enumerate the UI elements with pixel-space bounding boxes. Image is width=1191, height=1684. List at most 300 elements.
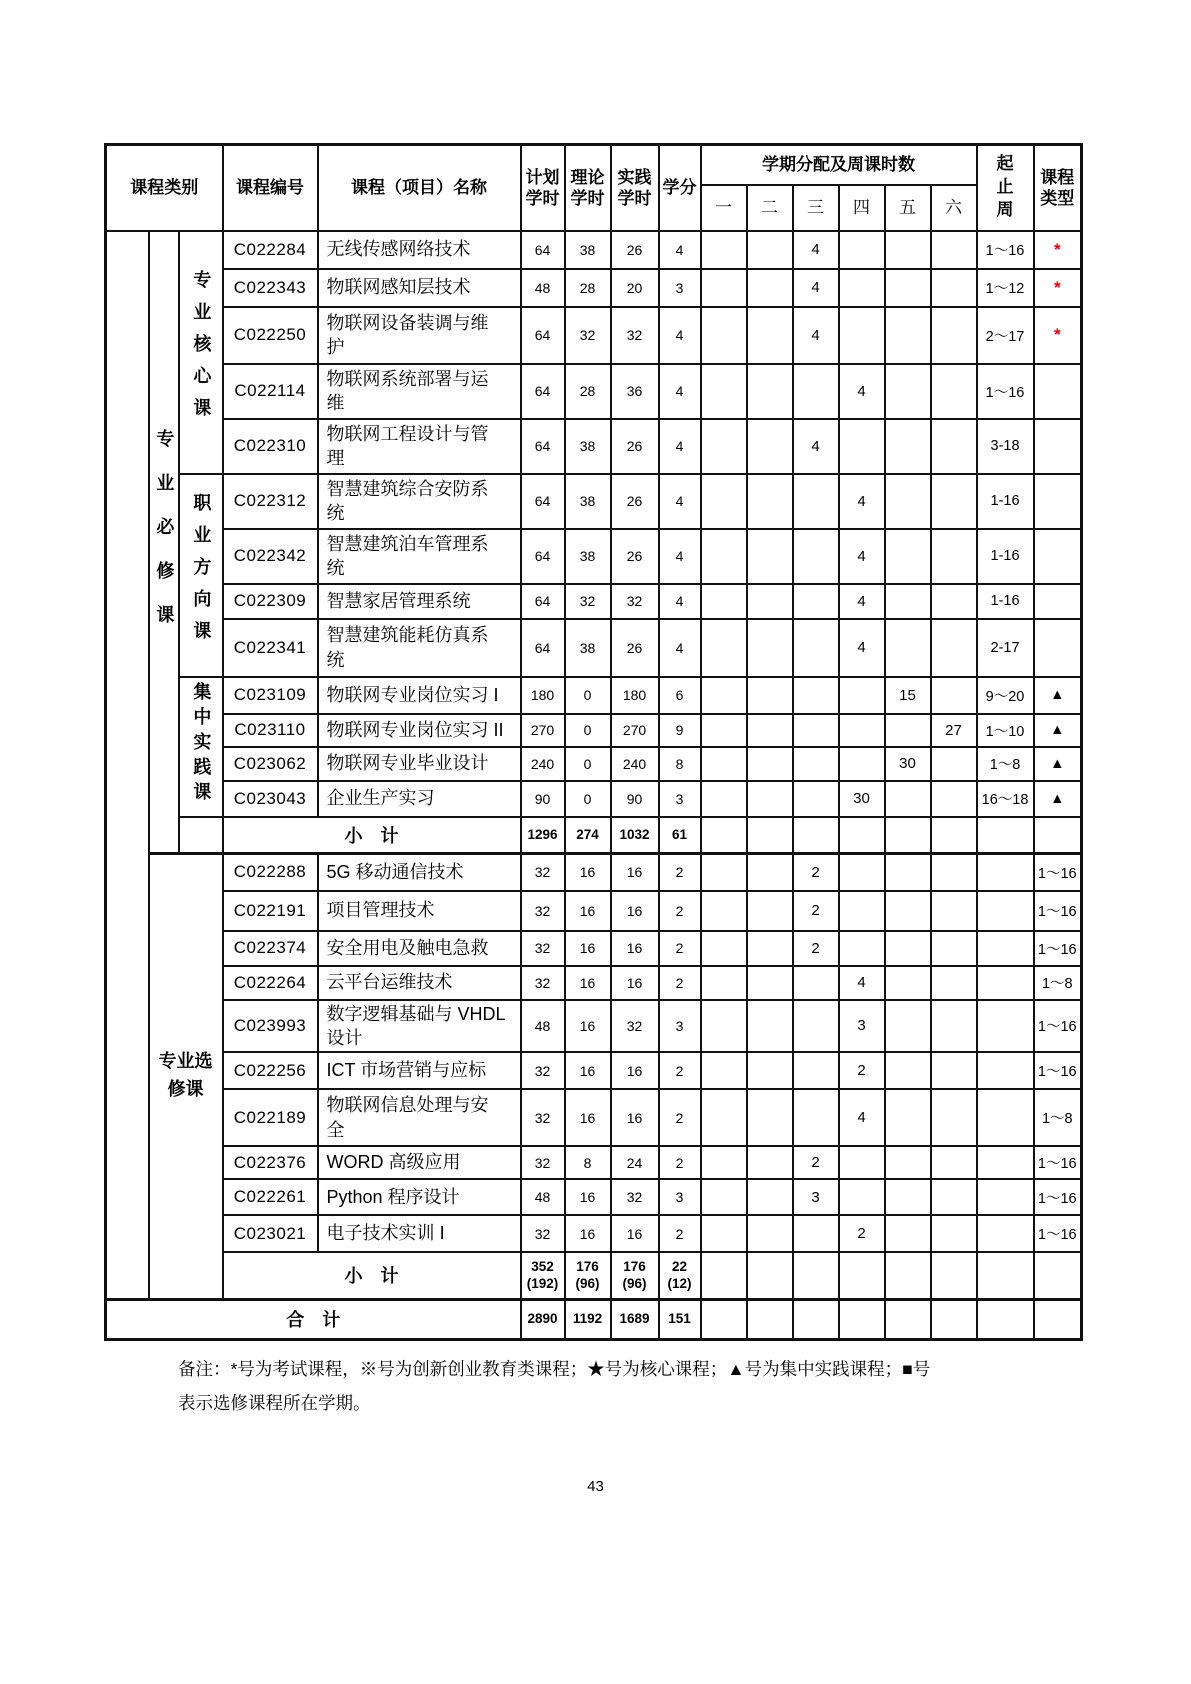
theory-hours: 0 — [565, 714, 611, 747]
header-credits: 学分 — [659, 145, 701, 231]
course-row — [106, 364, 1082, 419]
semester-5-hours — [885, 781, 931, 817]
semester-5-hours — [885, 419, 931, 474]
course-name: 物联网感知层技术 — [318, 269, 521, 307]
semester-3-hours: 2 — [793, 1146, 839, 1179]
semester-2-hours — [747, 584, 793, 619]
theory-hours: 0 — [565, 677, 611, 714]
credits: 4 — [659, 419, 701, 474]
semester-6-hours — [931, 747, 977, 781]
semester-5-hours — [885, 891, 931, 931]
course-type-mark: 1～16 — [1034, 1215, 1082, 1252]
semester-3-hours — [793, 1252, 839, 1299]
group-label-elective-text: 专业选修课 — [158, 1051, 213, 1100]
course-name — [318, 474, 521, 529]
semester-2-hours — [747, 419, 793, 474]
semester-4-hours: 2 — [839, 1052, 885, 1089]
credits: 4 — [659, 231, 701, 269]
credits: 8 — [659, 747, 701, 781]
credits: 2 — [659, 966, 701, 1000]
semester-2-hours — [747, 1000, 793, 1053]
course-type-mark: 1～16 — [1034, 1146, 1082, 1179]
course-row — [106, 714, 1082, 747]
weeks-range — [977, 1299, 1034, 1339]
plan-hours: 32 — [521, 854, 565, 891]
semester-4-hours: 4 — [839, 474, 885, 529]
course-name — [318, 529, 521, 584]
section-label-practice — [179, 677, 223, 817]
practice-hours: 26 — [611, 529, 659, 584]
course-row — [106, 584, 1082, 619]
semester-3-hours — [793, 966, 839, 1000]
semester-5-hours — [885, 269, 931, 307]
practice-hours: 26 — [611, 419, 659, 474]
semester-2-hours — [747, 1052, 793, 1089]
total-row — [106, 1299, 1082, 1339]
course-row — [106, 1179, 1082, 1215]
course-row — [106, 1052, 1082, 1089]
semester-1-hours — [701, 1000, 747, 1053]
course-name — [318, 364, 521, 419]
curriculum-table — [104, 143, 1083, 1341]
course-type-mark: ▲ — [1034, 714, 1082, 747]
course-code: C023109 — [223, 677, 318, 714]
group-label-elective — [149, 854, 223, 1300]
plan-hours: 32 — [521, 1052, 565, 1089]
theory-hours: 32 — [565, 584, 611, 619]
course-name-text: 物联网设备装调与维护 — [326, 312, 489, 357]
section-label-core — [179, 231, 223, 474]
course-code: C022114 — [223, 364, 318, 419]
semester-4-hours — [839, 1179, 885, 1215]
practice-hours: 180 — [611, 677, 659, 714]
semester-4-hours — [839, 1252, 885, 1299]
plan-hours: 64 — [521, 419, 565, 474]
weeks-range: 1～8 — [977, 747, 1034, 781]
course-row — [106, 891, 1082, 931]
subtotal-row — [106, 817, 1082, 854]
practice-hours: 32 — [611, 1179, 659, 1215]
semester-6-hours — [931, 529, 977, 584]
semester-2-hours — [747, 817, 793, 854]
course-row — [106, 966, 1082, 1000]
theory-hours: 38 — [565, 529, 611, 584]
course-row — [106, 231, 1082, 269]
course-row — [106, 269, 1082, 307]
plan-hours: 1296 — [521, 817, 565, 854]
course-row — [106, 854, 1082, 891]
course-type-mark — [1034, 529, 1082, 584]
semester-6-hours — [931, 1252, 977, 1299]
course-name-text: 智慧建筑能耗仿真系统 — [326, 625, 489, 670]
semester-1-hours — [701, 1052, 747, 1089]
credits: 2 — [659, 931, 701, 966]
semester-3-hours: 3 — [793, 1179, 839, 1215]
semester-5-hours — [885, 931, 931, 966]
semester-5-hours — [885, 529, 931, 584]
course-type-mark — [1034, 364, 1082, 419]
course-name: 5G 移动通信技术 — [318, 854, 521, 891]
semester-1-hours — [701, 474, 747, 529]
course-type-mark — [1034, 474, 1082, 529]
course-type-mark: 1～16 — [1034, 1000, 1082, 1053]
practice-hours: 1689 — [611, 1299, 659, 1339]
course-code: C022284 — [223, 231, 318, 269]
semester-6-hours — [931, 891, 977, 931]
course-type-mark: 1～16 — [1034, 854, 1082, 891]
semester-4-hours — [839, 817, 885, 854]
semester-1-hours — [701, 714, 747, 747]
category-blank-cell — [106, 231, 149, 1300]
course-name: WORD 高级应用 — [318, 1146, 521, 1179]
semester-5-hours: 30 — [885, 747, 931, 781]
practice-hours: 26 — [611, 231, 659, 269]
semester-2-hours — [747, 307, 793, 364]
semester-1-hours — [701, 1089, 747, 1146]
semester-5-hours — [885, 854, 931, 891]
course-code: C022256 — [223, 1052, 318, 1089]
plan-hours: 48 — [521, 1179, 565, 1215]
plan-hours: 64 — [521, 231, 565, 269]
weeks-range: 16～18 — [977, 781, 1034, 817]
semester-4-hours — [839, 231, 885, 269]
weeks-range — [977, 1179, 1034, 1215]
theory-hours: 8 — [565, 1146, 611, 1179]
theory-hours: 16 — [565, 931, 611, 966]
course-row — [106, 529, 1082, 584]
weeks-range — [977, 854, 1034, 891]
weeks-range: 1-16 — [977, 474, 1034, 529]
semester-2-hours — [747, 1179, 793, 1215]
section-label-core-text: 专业核心课 — [191, 269, 212, 430]
theory-hours: 16 — [565, 1215, 611, 1252]
weeks-range — [977, 1000, 1034, 1053]
semester-4-hours — [839, 677, 885, 714]
semester-2-hours — [747, 1252, 793, 1299]
plan-hours: 32 — [521, 931, 565, 966]
credits: 2 — [659, 1052, 701, 1089]
course-row — [106, 474, 1082, 529]
semester-6-hours — [931, 231, 977, 269]
semester-2-hours — [747, 1146, 793, 1179]
course-name: Python 程序设计 — [318, 1179, 521, 1215]
semester-6-hours — [931, 1089, 977, 1146]
semester-6-hours — [931, 677, 977, 714]
course-name — [318, 619, 521, 677]
practice-hours: 26 — [611, 474, 659, 529]
course-name: 物联网专业毕业设计 — [318, 747, 521, 781]
semester-6-hours — [931, 619, 977, 677]
weeks-range: 9～20 — [977, 677, 1034, 714]
weeks-range — [977, 817, 1034, 854]
semester-3-hours — [793, 747, 839, 781]
semester-4-hours: 2 — [839, 1215, 885, 1252]
semester-3-hours: 2 — [793, 891, 839, 931]
semester-1-hours — [701, 1215, 747, 1252]
theory-hours: 16 — [565, 854, 611, 891]
semester-2-hours — [747, 747, 793, 781]
semester-1-hours — [701, 529, 747, 584]
plan-hours: 270 — [521, 714, 565, 747]
semester-2-hours — [747, 1215, 793, 1252]
semester-5-hours — [885, 584, 931, 619]
theory-hours: 28 — [565, 364, 611, 419]
practice-hours: 24 — [611, 1146, 659, 1179]
semester-1-hours — [701, 854, 747, 891]
semester-6-hours — [931, 364, 977, 419]
weeks-range: 3-18 — [977, 419, 1034, 474]
course-type-mark — [1034, 619, 1082, 677]
course-row — [106, 1215, 1082, 1252]
semester-2-hours — [747, 1299, 793, 1339]
course-name — [318, 1089, 521, 1146]
semester-5-hours: 15 — [885, 677, 931, 714]
course-name-text: 物联网系统部署与运维 — [326, 368, 489, 413]
course-name: 电子技术实训 Ⅰ — [318, 1215, 521, 1252]
total-label: 合 计 — [106, 1299, 521, 1339]
semester-2-hours — [747, 854, 793, 891]
course-name-text: 智慧建筑综合安防系统 — [326, 478, 489, 523]
course-row — [106, 619, 1082, 677]
semester-6-hours — [931, 966, 977, 1000]
credits: 4 — [659, 307, 701, 364]
semester-3-hours — [793, 584, 839, 619]
semester-5-hours — [885, 817, 931, 854]
header-course-type: 课程类型 — [1034, 145, 1082, 231]
semester-6-hours: 27 — [931, 714, 977, 747]
course-type-mark: 1～8 — [1034, 1089, 1082, 1146]
weeks-range: 1～12 — [977, 269, 1034, 307]
semester-6-hours — [931, 307, 977, 364]
semester-3-hours — [793, 1052, 839, 1089]
semester-1-hours — [701, 1179, 747, 1215]
theory-hours: 38 — [565, 419, 611, 474]
credits: 2 — [659, 1215, 701, 1252]
practice-hours: 32 — [611, 584, 659, 619]
semester-5-hours — [885, 1179, 931, 1215]
course-name — [318, 307, 521, 364]
section-label-practice-text: 集中实践课 — [191, 681, 212, 807]
semester-2-hours — [747, 677, 793, 714]
semester-5-hours — [885, 364, 931, 419]
header-course-code: 课程编号 — [223, 145, 318, 231]
semester-6-hours — [931, 1299, 977, 1339]
semester-1-hours — [701, 307, 747, 364]
course-code: C022376 — [223, 1146, 318, 1179]
course-name: 智慧家居管理系统 — [318, 584, 521, 619]
semester-3-hours — [793, 781, 839, 817]
theory-hours: 16 — [565, 1089, 611, 1146]
course-code: C023110 — [223, 714, 318, 747]
semester-6-hours — [931, 817, 977, 854]
section-label-direction — [179, 474, 223, 677]
semester-5-hours — [885, 1146, 931, 1179]
theory-hours: 16 — [565, 966, 611, 1000]
plan-hours: 32 — [521, 1089, 565, 1146]
credits: 4 — [659, 364, 701, 419]
course-name-text: 物联网信息处理与安全 — [326, 1095, 489, 1140]
section-label-direction-text: 职业方向课 — [191, 492, 212, 653]
practice-hours: 176 (96) — [611, 1252, 659, 1299]
header-sem-1: 一 — [701, 185, 747, 231]
course-type-mark: * — [1034, 269, 1082, 307]
semester-6-hours — [931, 419, 977, 474]
course-type-mark: 1～16 — [1034, 931, 1082, 966]
header-weeks-text: 起止周 — [996, 154, 1014, 220]
semester-1-hours — [701, 1252, 747, 1299]
course-code: C022189 — [223, 1089, 318, 1146]
semester-6-hours — [931, 474, 977, 529]
practice-hours: 270 — [611, 714, 659, 747]
course-code: C022343 — [223, 269, 318, 307]
semester-3-hours — [793, 474, 839, 529]
credits: 4 — [659, 584, 701, 619]
practice-hours: 16 — [611, 1089, 659, 1146]
semester-5-hours — [885, 1089, 931, 1146]
theory-hours: 16 — [565, 1179, 611, 1215]
course-code: C023062 — [223, 747, 318, 781]
semester-6-hours — [931, 931, 977, 966]
semester-4-hours: 4 — [839, 584, 885, 619]
course-name-text: 数字逻辑基础与 VHDL 设计 — [326, 1003, 505, 1048]
course-row — [106, 677, 1082, 714]
course-type-mark: ▲ — [1034, 677, 1082, 714]
practice-hours: 32 — [611, 307, 659, 364]
semester-1-hours — [701, 364, 747, 419]
practice-hours: 16 — [611, 966, 659, 1000]
semester-2-hours — [747, 474, 793, 529]
credits: 3 — [659, 1179, 701, 1215]
plan-hours: 180 — [521, 677, 565, 714]
credits: 3 — [659, 269, 701, 307]
semester-3-hours: 4 — [793, 419, 839, 474]
course-row — [106, 419, 1082, 474]
semester-5-hours — [885, 1000, 931, 1053]
semester-3-hours: 2 — [793, 854, 839, 891]
semester-3-hours — [793, 1089, 839, 1146]
credits: 6 — [659, 677, 701, 714]
theory-hours: 1192 — [565, 1299, 611, 1339]
weeks-range: 1-16 — [977, 584, 1034, 619]
course-type-mark: ▲ — [1034, 781, 1082, 817]
semester-4-hours — [839, 854, 885, 891]
course-type-mark: 1～16 — [1034, 891, 1082, 931]
course-type-mark — [1034, 584, 1082, 619]
practice-hours: 16 — [611, 1052, 659, 1089]
weeks-range — [977, 931, 1034, 966]
semester-6-hours — [931, 1179, 977, 1215]
semester-5-hours — [885, 1252, 931, 1299]
plan-hours: 90 — [521, 781, 565, 817]
credits: 3 — [659, 1000, 701, 1053]
plan-hours: 48 — [521, 1000, 565, 1053]
semester-1-hours — [701, 747, 747, 781]
semester-1-hours — [701, 231, 747, 269]
credits: 4 — [659, 529, 701, 584]
semester-3-hours: 4 — [793, 307, 839, 364]
course-type-mark: * — [1034, 231, 1082, 269]
weeks-range — [977, 1089, 1034, 1146]
semester-2-hours — [747, 891, 793, 931]
plan-hours: 64 — [521, 619, 565, 677]
semester-4-hours — [839, 1299, 885, 1339]
semester-2-hours — [747, 781, 793, 817]
weeks-range — [977, 1146, 1034, 1179]
practice-hours: 16 — [611, 1215, 659, 1252]
semester-6-hours — [931, 854, 977, 891]
course-name — [318, 419, 521, 474]
weeks-range: 1～10 — [977, 714, 1034, 747]
semester-2-hours — [747, 619, 793, 677]
credits: 4 — [659, 474, 701, 529]
semester-2-hours — [747, 966, 793, 1000]
course-code: C022264 — [223, 966, 318, 1000]
semester-3-hours — [793, 619, 839, 677]
course-type-mark — [1034, 419, 1082, 474]
header-category: 课程类别 — [106, 145, 223, 231]
subtotal-label: 小 计 — [223, 1252, 521, 1299]
practice-hours: 32 — [611, 1000, 659, 1053]
course-name: 安全用电及触电急救 — [318, 931, 521, 966]
course-code: C023993 — [223, 1000, 318, 1053]
plan-hours: 64 — [521, 529, 565, 584]
theory-hours: 38 — [565, 474, 611, 529]
semester-1-hours — [701, 1146, 747, 1179]
semester-4-hours — [839, 419, 885, 474]
semester-3-hours — [793, 677, 839, 714]
credits: 2 — [659, 854, 701, 891]
plan-hours: 64 — [521, 307, 565, 364]
semester-5-hours — [885, 966, 931, 1000]
plan-hours: 64 — [521, 474, 565, 529]
course-name: 物联网专业岗位实习 II — [318, 714, 521, 747]
course-type-mark: 1～8 — [1034, 966, 1082, 1000]
semester-3-hours: 2 — [793, 931, 839, 966]
practice-hours: 90 — [611, 781, 659, 817]
course-code: C022309 — [223, 584, 318, 619]
semester-1-hours — [701, 269, 747, 307]
course-code: C023043 — [223, 781, 318, 817]
plan-hours: 32 — [521, 1215, 565, 1252]
practice-hours: 16 — [611, 854, 659, 891]
plan-hours: 32 — [521, 891, 565, 931]
semester-4-hours: 4 — [839, 1089, 885, 1146]
practice-hours: 16 — [611, 931, 659, 966]
course-name: 企业生产实习 — [318, 781, 521, 817]
header-weeks — [977, 145, 1034, 231]
semester-1-hours — [701, 419, 747, 474]
credits: 61 — [659, 817, 701, 854]
theory-hours: 16 — [565, 1000, 611, 1053]
semester-3-hours: 4 — [793, 269, 839, 307]
semester-1-hours — [701, 891, 747, 931]
weeks-range — [977, 1215, 1034, 1252]
header-course-name: 课程（项目）名称 — [318, 145, 521, 231]
credits: 2 — [659, 1146, 701, 1179]
semester-5-hours — [885, 474, 931, 529]
theory-hours: 16 — [565, 1052, 611, 1089]
semester-4-hours: 4 — [839, 966, 885, 1000]
practice-hours: 36 — [611, 364, 659, 419]
course-type-mark: 1～16 — [1034, 1179, 1082, 1215]
plan-hours: 48 — [521, 269, 565, 307]
header-practice-hours: 实践学时 — [611, 145, 659, 231]
course-code: C022250 — [223, 307, 318, 364]
plan-hours: 240 — [521, 747, 565, 781]
course-type-mark: 1～16 — [1034, 1052, 1082, 1089]
semester-4-hours — [839, 714, 885, 747]
semester-2-hours — [747, 231, 793, 269]
